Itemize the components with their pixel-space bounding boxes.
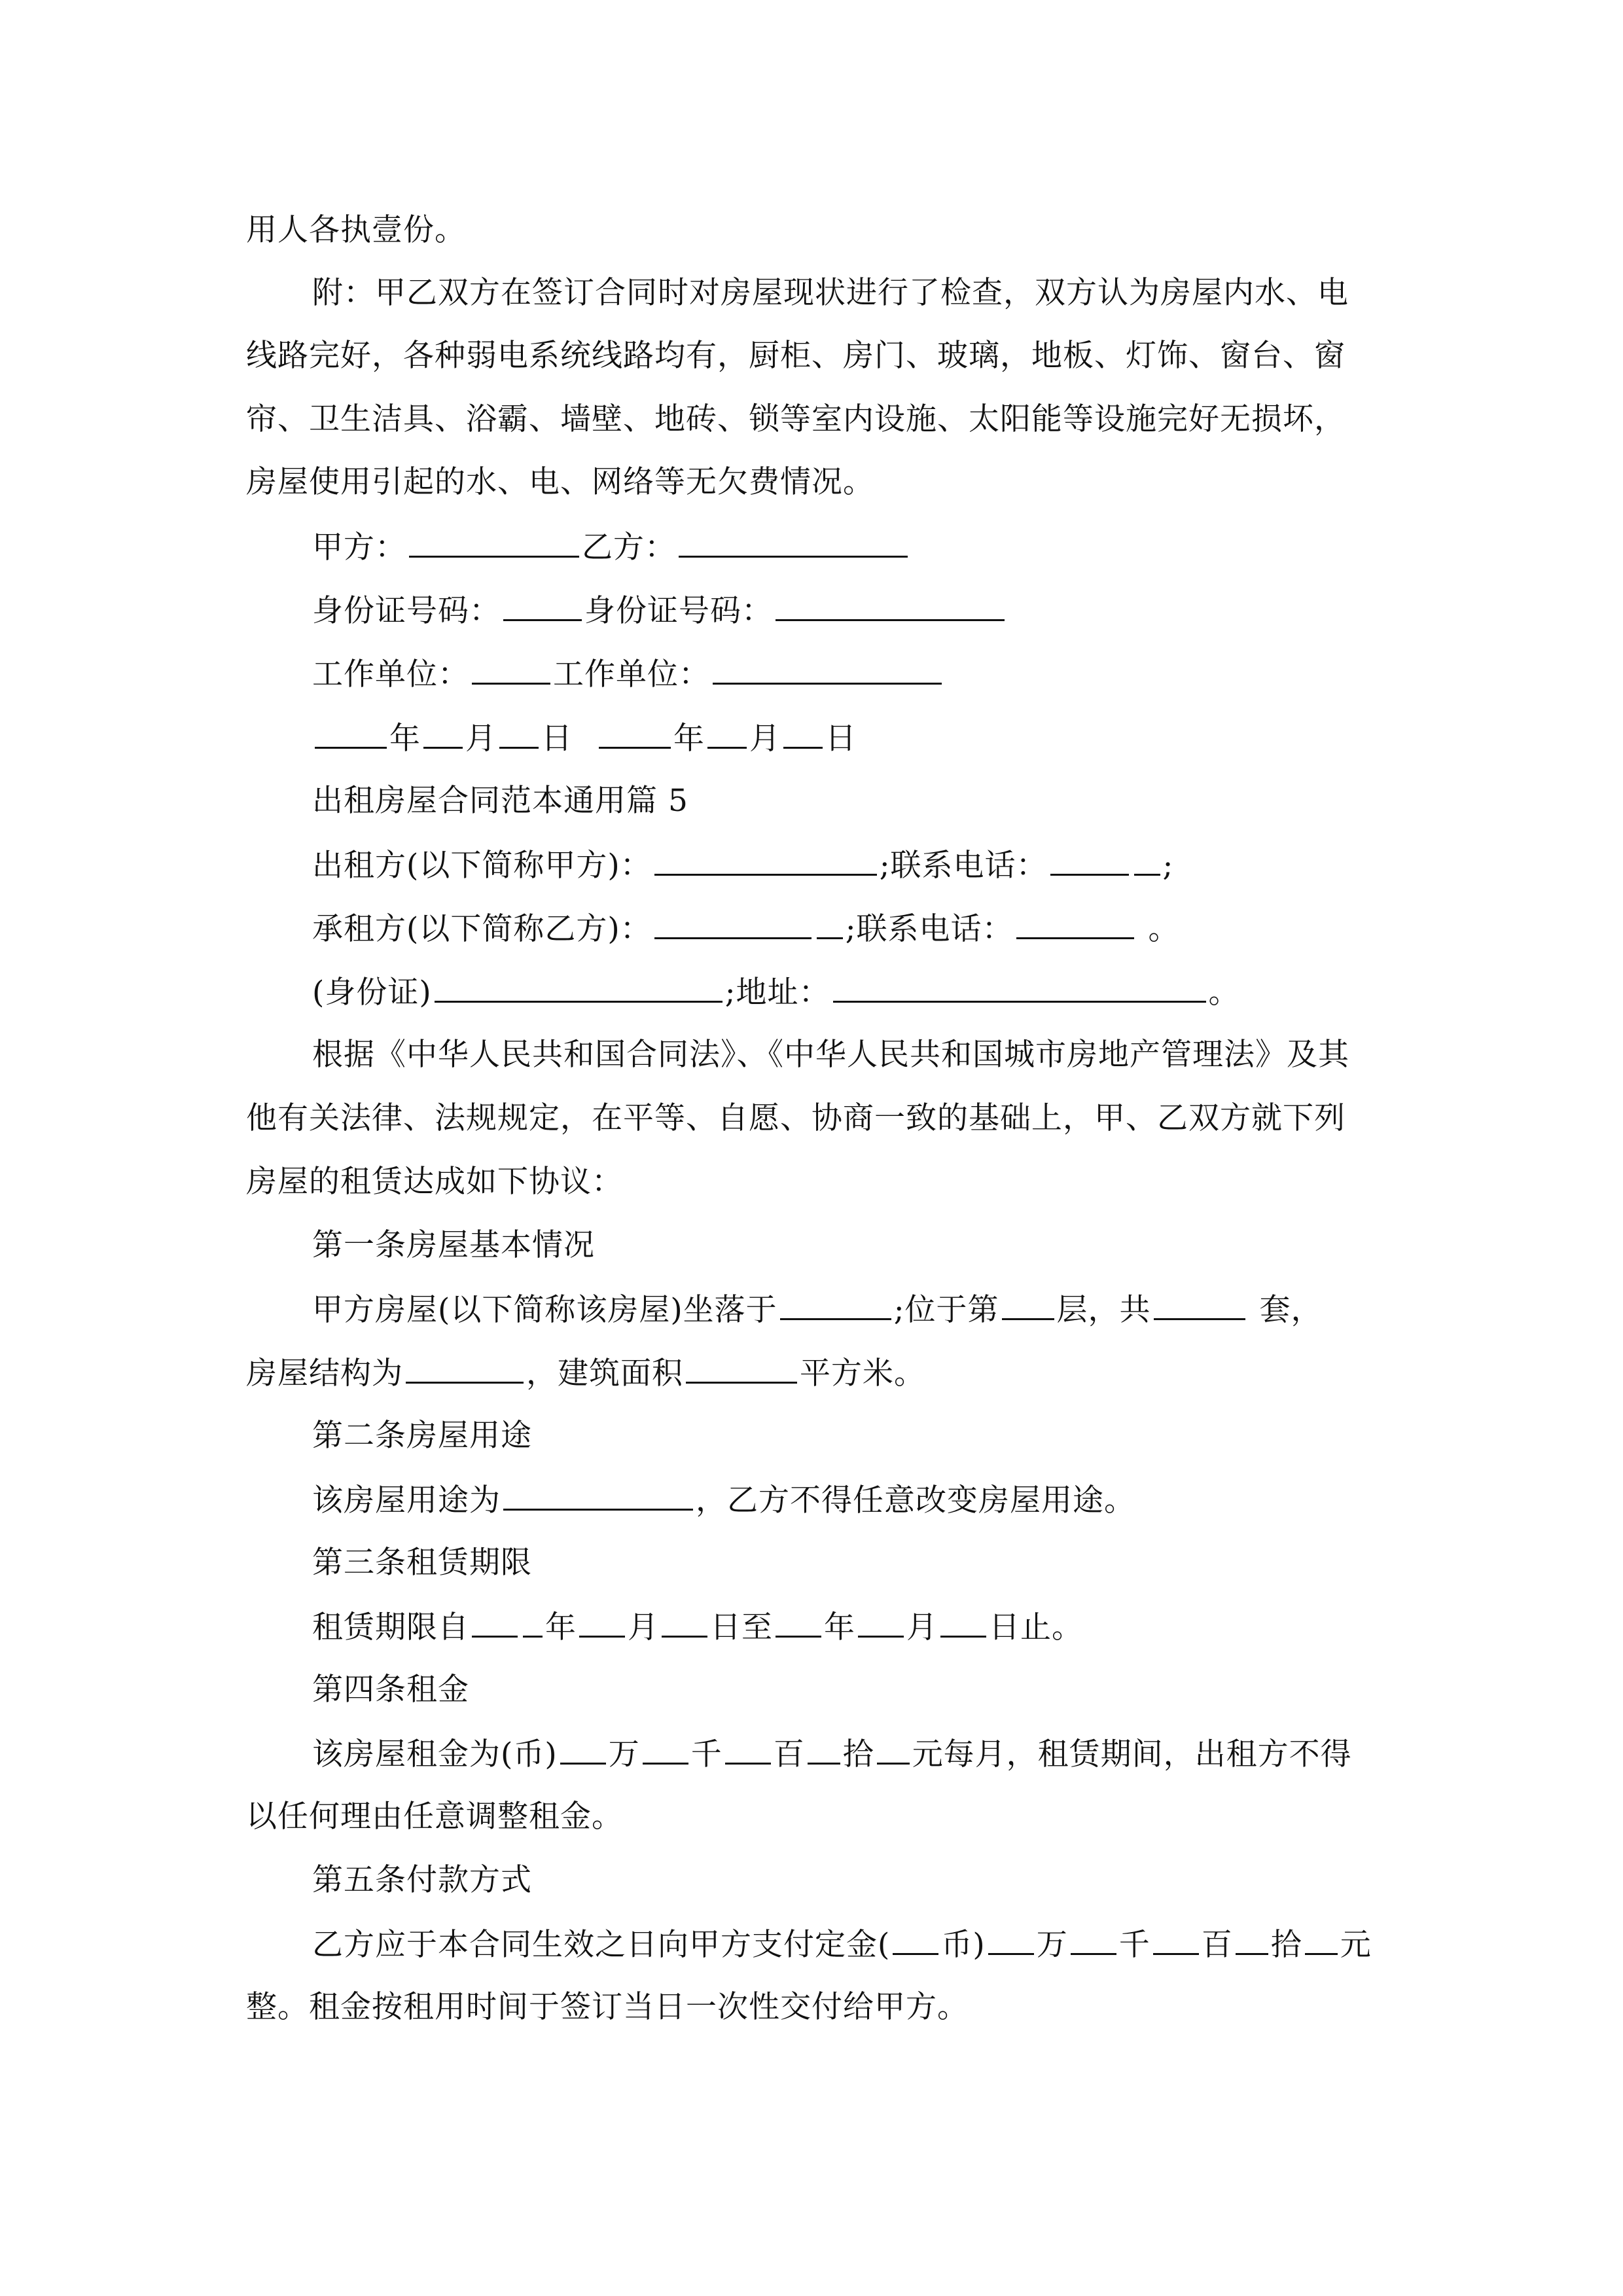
address-label: ;地址： xyxy=(724,975,830,1011)
month-label: 月 xyxy=(465,721,497,757)
blank-field xyxy=(503,590,582,621)
blank-field xyxy=(1236,1924,1268,1955)
text: 元每月，租赁期间，出租方不得 xyxy=(912,1736,1352,1772)
blank-field xyxy=(776,1607,821,1638)
text: 第二条房屋用途 xyxy=(312,1418,532,1454)
text: 日止。 xyxy=(989,1609,1083,1645)
text: 百 xyxy=(773,1736,805,1772)
work-label: 工作单位： xyxy=(553,656,710,692)
blank-field xyxy=(1154,1289,1245,1320)
paragraph-line xyxy=(246,400,1385,439)
text: 乙方应于本合同生效之日向甲方支付定金( xyxy=(312,1927,891,1963)
party-b-label: 乙方： xyxy=(582,529,676,565)
blank-field xyxy=(713,654,942,685)
blank-field xyxy=(1153,1924,1199,1955)
article-title xyxy=(312,1543,1451,1583)
blank-field xyxy=(725,1734,771,1765)
blank-field xyxy=(472,654,550,685)
blank-field xyxy=(315,718,387,749)
text: ，乙方不得任意改变房屋用途。 xyxy=(696,1482,1135,1518)
text: 。 xyxy=(1208,975,1240,1011)
text: 第五条付款方式 xyxy=(312,1862,532,1898)
day-label: 日 xyxy=(825,721,857,757)
paragraph-line xyxy=(312,1035,1451,1075)
text: 日至 xyxy=(710,1609,773,1645)
text: 附：甲乙双方在签订合同时对房屋现状进行了检查，双方认为房屋内水、电 xyxy=(312,275,1349,311)
text: 拾 xyxy=(1270,1927,1302,1963)
month-label: 月 xyxy=(749,721,781,757)
text: 第一条房屋基本情况 xyxy=(312,1227,595,1263)
blank-field xyxy=(988,1924,1034,1955)
text: 房屋使用引起的水、电、网络等无欠费情况。 xyxy=(246,464,874,500)
blank-field xyxy=(1002,1289,1054,1320)
month-label: 月 xyxy=(628,1609,659,1645)
text: 以任何理由任意调整租金。 xyxy=(246,1799,623,1835)
text: 层，共 xyxy=(1056,1292,1151,1328)
month-label: 月 xyxy=(906,1609,938,1645)
lessee-label: 承租方(以下简称乙方)： xyxy=(312,911,652,947)
blank-field xyxy=(643,1734,688,1765)
text: 线路完好，各种弱电系统线路均有，厨柜、房门、玻璃，地板、灯饰、窗台、窗 xyxy=(246,338,1346,374)
text: 帘、卫生洁具、浴霸、墙壁、地砖、锁等室内设施、太阳能等设施完好无损坏， xyxy=(246,401,1346,437)
blank-field xyxy=(1305,1924,1338,1955)
text: 整。租金按租用时间于签订当日一次性交付给甲方。 xyxy=(246,1989,969,2025)
article-title xyxy=(312,1670,1451,1710)
blank-field xyxy=(780,1289,891,1320)
paragraph-line xyxy=(246,1099,1385,1138)
text: 拾 xyxy=(842,1736,874,1772)
phone-label: ;联系电话： xyxy=(879,848,1048,884)
id-label: (身份证) xyxy=(312,975,432,1011)
text: 该房屋用途为 xyxy=(312,1482,501,1518)
text: 平方米。 xyxy=(800,1355,925,1391)
article-line xyxy=(246,1353,1385,1393)
article-title xyxy=(312,1226,1451,1265)
article-line xyxy=(312,1480,1451,1520)
paragraph-line xyxy=(312,274,1451,313)
blank-field xyxy=(707,718,747,749)
text: 房屋结构为 xyxy=(246,1355,403,1391)
blank-field xyxy=(1071,1924,1116,1955)
lessee-line xyxy=(312,908,1451,949)
blank-field xyxy=(579,1607,625,1638)
text: 出租房屋合同范本通用篇 5 xyxy=(312,783,688,819)
article-title xyxy=(312,1861,1451,1900)
id-label: 身份证号码： xyxy=(584,593,773,629)
text: 币) xyxy=(941,1927,986,1963)
text: 千 xyxy=(1118,1927,1150,1963)
blank-field xyxy=(776,590,1005,621)
text: ;位于第 xyxy=(893,1292,999,1328)
signature-work-line xyxy=(312,654,1451,694)
blank-field xyxy=(406,1353,524,1384)
text: 。 xyxy=(1148,911,1180,947)
text: 根据《中华人民共和国合同法》、《中华人民共和国城市房地产管理法》及其 xyxy=(312,1037,1349,1073)
blank-field xyxy=(523,1607,543,1638)
blank-field xyxy=(472,1607,518,1638)
text: 万 xyxy=(1036,1927,1068,1963)
text: 百 xyxy=(1201,1927,1233,1963)
blank-field xyxy=(654,908,812,939)
section-title xyxy=(312,781,1451,821)
blank-field xyxy=(817,908,843,939)
paragraph-line xyxy=(246,336,1385,376)
text: 租赁期限自 xyxy=(312,1609,469,1645)
signature-date-line xyxy=(312,718,1451,759)
article-line xyxy=(312,1607,1451,1647)
text: 千 xyxy=(690,1736,722,1772)
text: 房屋的租赁达成如下协议： xyxy=(246,1164,623,1200)
blank-field xyxy=(1050,845,1129,876)
year-label: 年 xyxy=(824,1609,855,1645)
text: 第三条租赁期限 xyxy=(312,1545,532,1581)
year-label: 年 xyxy=(389,721,421,757)
article-line xyxy=(312,1734,1451,1774)
blank-field xyxy=(877,1734,910,1765)
lessor-line xyxy=(312,845,1451,886)
paragraph-line xyxy=(246,463,1385,502)
blank-field xyxy=(499,718,539,749)
article-line xyxy=(312,1289,1451,1330)
text: 第四条租金 xyxy=(312,1672,469,1708)
paragraph-line xyxy=(246,1162,1385,1202)
text: ，建筑面积 xyxy=(526,1355,683,1391)
blank-field xyxy=(409,527,579,558)
phone-label: ;联系电话： xyxy=(845,911,1014,947)
text: 用人各执壹份。 xyxy=(246,212,466,248)
text: 该房屋租金为(币) xyxy=(312,1736,558,1772)
blank-field xyxy=(599,718,671,749)
article-line xyxy=(312,1924,1451,1965)
text: 他有关法律、法规规定，在平等、自愿、协商一致的基础上，甲、乙双方就下列 xyxy=(246,1100,1346,1136)
party-a-label: 甲方： xyxy=(312,529,406,565)
article-line xyxy=(246,1988,1385,2027)
blank-field xyxy=(858,1607,904,1638)
signature-id-line xyxy=(312,590,1451,631)
id-address-line xyxy=(312,972,1451,1013)
blank-field xyxy=(423,718,463,749)
paragraph-line xyxy=(246,211,1385,250)
text: 元 xyxy=(1340,1927,1372,1963)
blank-field xyxy=(503,1480,693,1511)
day-label: 日 xyxy=(541,721,573,757)
blank-field xyxy=(654,845,877,876)
text: 甲方房屋(以下简称该房屋)坐落于 xyxy=(312,1292,777,1328)
text: 万 xyxy=(608,1736,640,1772)
blank-field xyxy=(808,1734,840,1765)
blank-field xyxy=(560,1734,606,1765)
text: 套， xyxy=(1259,1292,1323,1328)
year-label: 年 xyxy=(545,1609,577,1645)
blank-field xyxy=(679,527,908,558)
blank-field xyxy=(686,1353,797,1384)
blank-field xyxy=(662,1607,707,1638)
blank-field xyxy=(1134,845,1160,876)
article-title xyxy=(312,1416,1451,1456)
lessor-label: 出租方(以下简称甲方)： xyxy=(312,848,652,884)
blank-field xyxy=(783,718,823,749)
blank-field xyxy=(1016,908,1134,939)
id-label: 身份证号码： xyxy=(312,593,501,629)
signature-party-line xyxy=(312,527,1451,567)
work-label: 工作单位： xyxy=(312,656,469,692)
blank-field xyxy=(893,1924,938,1955)
year-label: 年 xyxy=(673,721,705,757)
blank-field xyxy=(833,972,1206,1003)
blank-field xyxy=(435,972,722,1003)
text: ; xyxy=(1162,848,1174,884)
article-line xyxy=(246,1797,1385,1837)
blank-field xyxy=(940,1607,986,1638)
